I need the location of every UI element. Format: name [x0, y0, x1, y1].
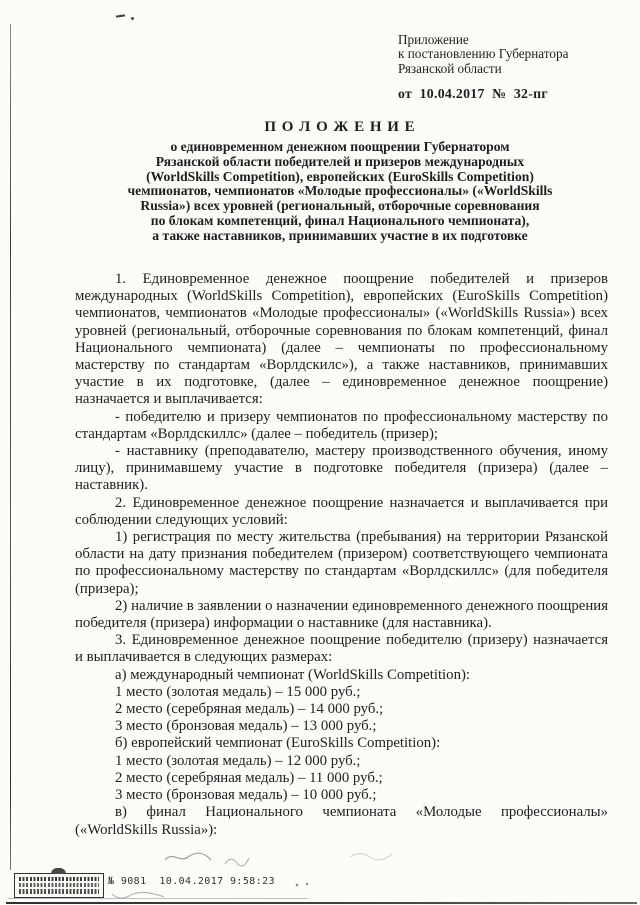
- paragraph: 3 место (бронзовая медаль) – 10 000 руб.;: [115, 787, 377, 804]
- scan-artifact-mark: [116, 14, 125, 17]
- paragraph: 1. Единовременное денежное поощрение победителей и призеров международных (WorldSkills Competition), европейских (EuroSkills Competition) чемпионатов, чемпионатов «Молодые профессионалы» («WorldSkills Russia») всех уровней (региональный, отборочные соревнования по блокам компетенций, финал Национального чемпионата) (далее – чемпионаты по профессиональному мастерству по стандартам «Ворлдскилс»), а также наставников, принимавших участие в их подготовке, (далее – единовременное денежное поощрение) назначается и выплачивается:: [75, 271, 608, 408]
- paragraph: - победителю и призеру чемпионатов по профессиональному мастерству по стандартам «Ворлдскиллс» (далее – победитель (призер);: [75, 408, 608, 442]
- paragraph: 1 место (золотая медаль) – 15 000 руб.;: [115, 683, 361, 700]
- paragraph: 3 место (бронзовая медаль) – 13 000 руб.;: [115, 718, 377, 735]
- paragraph: б) европейский чемпионат (EuroSkills Competition):: [115, 735, 441, 752]
- stamp-emblem: [51, 868, 66, 874]
- title-line: а также наставников, принимавших участие в их подготовке: [152, 227, 528, 243]
- title-line: по блокам компетенций, финал Национального чемпионата),: [150, 212, 530, 228]
- paragraph: 2) наличие в заявлении о назначении единовременного денежного поощрения победителя (призера) информации о наставнике (для наставника).: [75, 597, 608, 632]
- document-body: [75, 271, 608, 839]
- document-title-block: [70, 119, 610, 244]
- stamp-fine-print: [19, 877, 99, 881]
- paragraph: 2 место (серебряная медаль) – 14 000 руб.;: [115, 701, 384, 718]
- paragraph: 2. Единовременное денежное поощрение назначается и выплачивается при соблюдении следующих условий:: [75, 494, 608, 528]
- title-line: чемпионатов, чемпионатов «Молодые профессионалы» («WorldSkills: [127, 183, 553, 199]
- paragraph: 3. Единовременное денежное поощрение победителю (призеру) назначается и выплачивается в следующих размерах:: [75, 632, 608, 666]
- title-line: Russia») всех уровней (региональный, отборочные соревнования: [140, 198, 540, 214]
- appendix-line: к постановлению Губернатора: [398, 46, 569, 62]
- title-line: (WorldSkills Competition), европейских (EuroSkills Competition): [146, 168, 534, 184]
- scan-edge-left: [10, 24, 11, 870]
- paragraph: 1) регистрация по месту жительства (пребывания) на территории Рязанской области на дату признания победителем (призером) соответствующего чемпионата по профессиональному мастерству по стандартам «Ворлдскиллс» (для победителя (призера);: [75, 529, 608, 597]
- paragraph: 1 место (золотая медаль) – 12 000 руб.;: [115, 752, 361, 769]
- paragraph: - наставнику (преподавателю, мастеру производственного обучения, иному лицу), принимавшему участие в подготовке победителя (призера) (далее – наставник).: [75, 443, 608, 494]
- stamp-fine-print: [19, 883, 99, 887]
- paragraph: в) финал Национального чемпионата «Молодые профессионалы» («WorldSkills Russia»):: [75, 804, 608, 838]
- registration-stamp: [14, 873, 104, 898]
- stamp-fine-print: [19, 889, 99, 894]
- document-number-date: от 10.04.2017 № 32-пг: [398, 85, 548, 101]
- appendix-header: [398, 33, 568, 101]
- paragraph: 2 место (серебряная медаль) – 11 000 руб.;: [115, 769, 383, 786]
- stamp-timestamp: № 9081 10.04.2017 9:58:23: [108, 876, 275, 887]
- scan-artifact-mark: [131, 17, 134, 20]
- title-line: Рязанской области победителей и призеров международных: [155, 153, 525, 169]
- appendix-line: Приложение: [398, 32, 469, 47]
- title-line: о единовременном денежном поощрении Губернатором: [170, 139, 510, 154]
- appendix-line: Рязанской области: [398, 60, 502, 76]
- document-title: П О Л О Ж Е Н И Е: [264, 119, 416, 135]
- paragraph: а) международный чемпионат (WorldSkills Competition):: [115, 666, 471, 683]
- registration-footer: [0, 848, 640, 905]
